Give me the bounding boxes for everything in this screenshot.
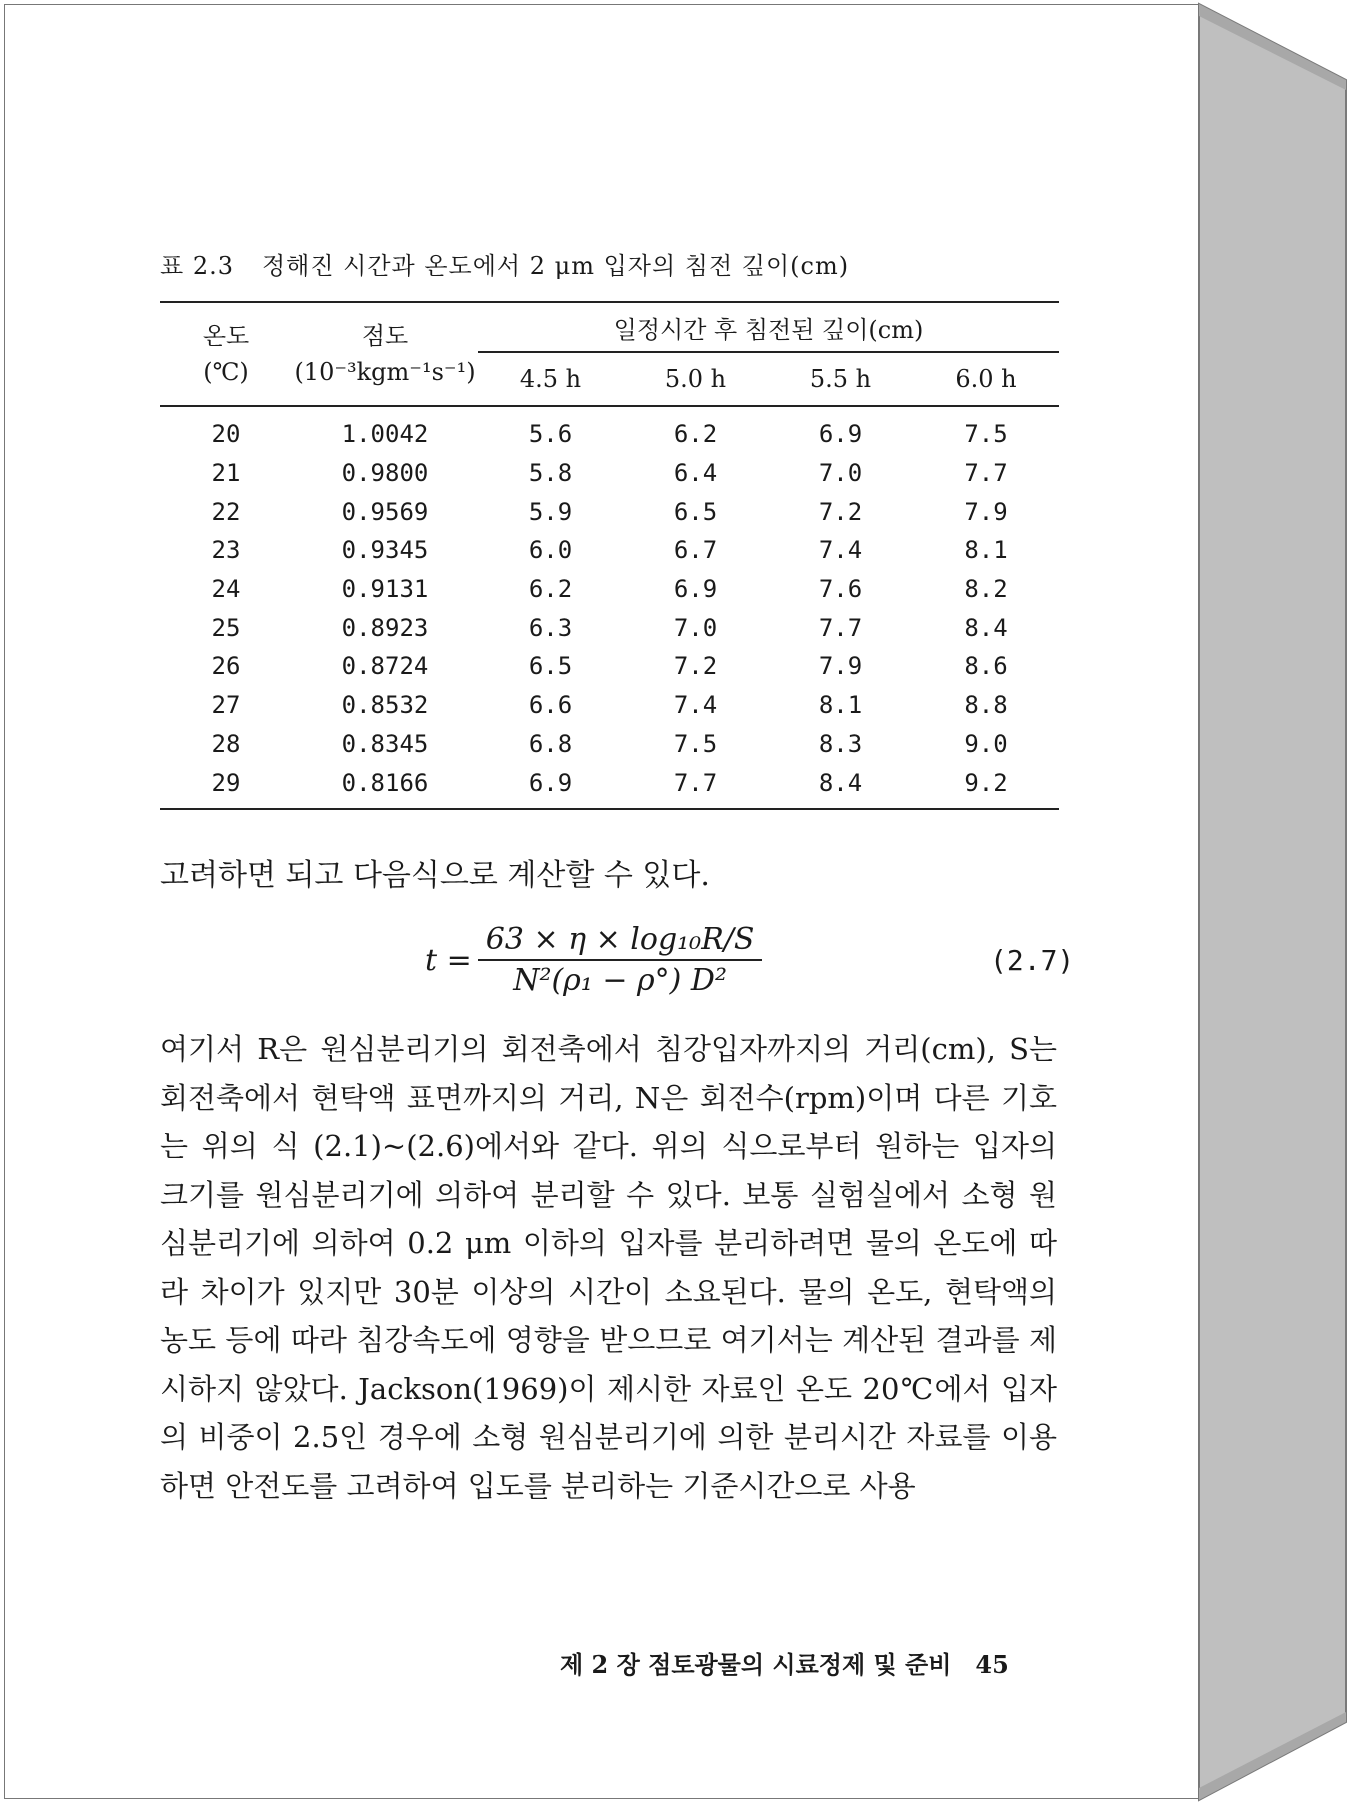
- table-cell: 8.4: [964, 613, 1008, 642]
- table-cell: 8.3: [818, 729, 863, 758]
- table-cell: 6.2: [528, 575, 573, 604]
- table-cell: 6.9: [478, 763, 623, 809]
- table-cell: 8.1: [818, 691, 863, 720]
- table-cell: 22: [211, 497, 241, 526]
- table-cell: 0.9800: [341, 459, 429, 488]
- table-cell: 20: [211, 420, 241, 449]
- table-cell: 6.5: [673, 497, 718, 526]
- header-time-col: 5.5 h: [768, 352, 913, 406]
- formula-lhs: t =: [425, 942, 472, 978]
- table-cell: 8.8: [964, 691, 1008, 720]
- table-cell: 7.0: [673, 613, 718, 642]
- table-cell: 1.0042: [341, 420, 429, 449]
- table-cell: 8.1: [964, 536, 1008, 565]
- table-row: [160, 725, 1059, 764]
- table-cell: 0.8166: [292, 763, 478, 809]
- table-cell: 0.8345: [341, 729, 429, 758]
- table-cell: 27: [211, 691, 241, 720]
- table-cell: 29: [160, 763, 292, 809]
- paragraph-text: 여기서 R은 원심분리기의 회전축에서 침강입자까지의 거리(cm), S는 회전축에서 현탁액 표면까지의 거리, N은 회전수(rpm)이며 다른 기호는 위의 식 (2.1)~(2.6)에서와 같다. 위의 식으로부터 원하는 입자의 크기를 원심분리기에 의하여 분리할 수 있다. 보통 실험실에서 소형 원심분리기에 의하여 0.2 μm 이하의 입자를 분리하려면 물의 온도에 따라 차이가 있지만 30분 이상의 시간이 소요된다. 물의 온도, 현탁액의 농도 등에 따라 침강속도에 영향을 받으므로 여기서는 계산된 결과를 제시하지 않았다. Jackson(1969)이 제시한 자료인 온도 20℃에서 입자의 비중이 2.5인 경우에 소형 원심분리기에 의한 분리시간 자료를 이용하면 안전도를 고려하여 입도를 분리하는 기준시간으로 사용: [160, 1032, 1057, 1503]
- table-cell: 6.2: [673, 420, 718, 449]
- table-cell: 0.8532: [341, 691, 429, 720]
- table-cell: 7.4: [673, 691, 718, 720]
- equation-number: (2.7): [990, 944, 1075, 977]
- table-cell: 24: [211, 575, 241, 604]
- table-cell: 6.7: [673, 536, 718, 565]
- table-row: [160, 531, 1059, 570]
- table-cell: 0.9569: [341, 497, 429, 526]
- table-cell: 7.9: [964, 497, 1008, 526]
- table-cell: 7.2: [673, 652, 718, 681]
- sedimentation-table: [160, 301, 1059, 810]
- table-row: [160, 570, 1059, 609]
- table-cell: 7.4: [818, 536, 863, 565]
- table-cell: 25: [211, 613, 241, 642]
- lead-sentence: 고려하면 되고 다음식으로 계산할 수 있다.: [160, 858, 710, 893]
- formula-fraction: [478, 922, 763, 998]
- table-cell: 7.9: [818, 652, 863, 681]
- table-cell: 5.8: [528, 459, 573, 488]
- table-cell: 6.9: [818, 420, 863, 449]
- table-row: [160, 647, 1059, 686]
- table-row: [160, 492, 1059, 531]
- table-caption: [160, 246, 849, 281]
- footer-chapter: 제 2 장 점토광물의 시료정제 및 준비: [560, 1650, 952, 1679]
- table-cell: 6.8: [528, 729, 573, 758]
- formula-numerator: 63 × η × log₁₀R/S: [478, 922, 763, 961]
- table-cell: 0.8724: [341, 652, 429, 681]
- table-cell: 6.0: [528, 536, 573, 565]
- page-footer: [560, 1645, 1009, 1680]
- table-cell: 8.6: [964, 652, 1008, 681]
- table-cell: 6.5: [528, 652, 573, 681]
- table-cell: 8.2: [964, 575, 1008, 604]
- table-row: [160, 763, 1059, 809]
- table-cell: 26: [211, 652, 241, 681]
- header-time-col: 6.0 h: [913, 352, 1059, 406]
- header-viscosity: 점도 (10⁻³kgm⁻¹s⁻¹): [292, 302, 478, 406]
- table-cell: 23: [211, 536, 241, 565]
- table-row: [160, 406, 1059, 454]
- table-cell: 5.6: [528, 420, 573, 449]
- table-cell: 6.6: [528, 691, 573, 720]
- table-row: [160, 608, 1059, 647]
- page-number: 45: [975, 1650, 1009, 1679]
- table-cell: 7.5: [673, 729, 718, 758]
- table-cell: 7.5: [964, 420, 1008, 449]
- header-depth: 일정시간 후 침전된 깊이(cm): [478, 302, 1059, 352]
- table-caption-text: 정해진 시간과 온도에서 2 μm 입자의 침전 깊이(cm): [261, 252, 850, 280]
- table-cell: 0.8923: [341, 613, 429, 642]
- table-cell: 8.4: [768, 763, 913, 809]
- table-caption-number: 표 2.3: [160, 252, 234, 280]
- header-time-col: 5.0 h: [623, 352, 768, 406]
- table-cell: 9.0: [964, 729, 1008, 758]
- table-cell: 6.3: [528, 613, 573, 642]
- formula-2-7: [425, 922, 762, 998]
- table-cell: 7.7: [964, 459, 1008, 488]
- body-paragraph: [160, 1025, 1057, 1510]
- table-cell: 21: [211, 459, 241, 488]
- table-row: [160, 454, 1059, 493]
- table-cell: 6.4: [673, 459, 718, 488]
- table-cell: 7.2: [818, 497, 863, 526]
- table-cell: 7.7: [818, 613, 863, 642]
- formula-denominator: N²(ρ₁ − ρ°) D²: [513, 963, 727, 998]
- table-cell: 6.9: [673, 575, 718, 604]
- header-time-col: 4.5 h: [478, 352, 623, 406]
- table-cell: 7.6: [818, 575, 863, 604]
- table-cell: 0.9345: [341, 536, 429, 565]
- table-cell: 7.0: [818, 459, 863, 488]
- header-temperature: 온도 (℃): [160, 302, 292, 406]
- table-cell: 7.7: [623, 763, 768, 809]
- table-cell: 5.9: [528, 497, 573, 526]
- table-row: [160, 686, 1059, 725]
- table-cell: 9.2: [913, 763, 1059, 809]
- table-cell: 0.9131: [341, 575, 429, 604]
- table-cell: 28: [211, 729, 241, 758]
